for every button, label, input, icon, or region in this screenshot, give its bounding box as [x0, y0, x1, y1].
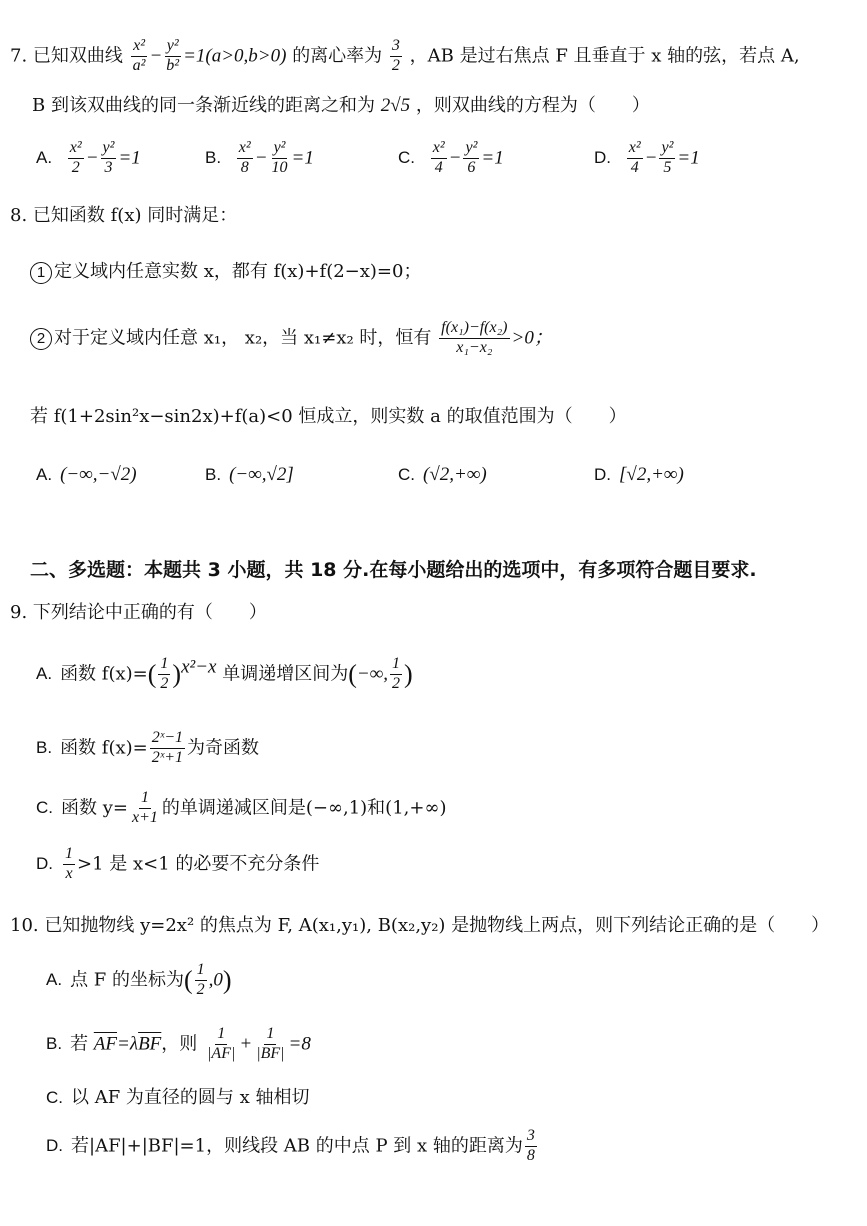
- q8-option-c[interactable]: C. (√2,+∞): [398, 464, 487, 485]
- q7-option-d[interactable]: D. $\frac{\text{x²}}{4}$ − $\frac{\text{y²}}{5}$ =1: [594, 139, 700, 176]
- q7-text-mid: 的离心率为: [292, 45, 383, 67]
- q7-eccentricity: $\frac{3}{2}$: [391, 37, 400, 74]
- q7-line2-val: 2√5: [380, 95, 411, 116]
- q7-option-b[interactable]: B. $\frac{\text{x²}}{8}$ − $\frac{\text{y²}}{10}$ =1: [205, 139, 314, 176]
- q9-stem: [10, 604, 267, 622]
- q8-condition-2: [30, 320, 553, 357]
- q8-number: 8.: [10, 205, 28, 226]
- section-2-heading: 二、多选题：本题共 3 小题，共 18 分.在每小题给出的选项中，有多项符合题目要求.: [30, 559, 757, 581]
- q8-condition-1: [30, 262, 421, 284]
- q10-option-d[interactable]: D. 若|AF|+|BF|=1，则线段 AB 的中点 P 到 x 轴的距离为 $\frac{3}{8}$: [46, 1127, 535, 1164]
- q8-stem-text: 已知函数 f(x) 同时满足：: [32, 205, 238, 226]
- q10-option-a[interactable]: A. 点 F 的坐标为( $\frac{1}{2}$ ,0): [46, 961, 232, 998]
- q7-line2-b: ，则双曲线的方程为（ ）: [415, 95, 650, 116]
- q10-option-c[interactable]: C. 以 AF 为直径的圆与 x 轴相切: [46, 1087, 310, 1108]
- q10-option-b[interactable]: B. 若 $\overline{AF}=\lambda\overline{BF}$，则 $\frac{1}{|AF|}$ + $\frac{1}{|BF|}$ =8: [46, 1025, 311, 1062]
- q9-option-d[interactable]: D. $\frac{1}{x}$ >1 是 x<1 的必要不充分条件: [36, 845, 320, 882]
- q9-option-c[interactable]: C. 函数 y= $\frac{1}{x+1}$ 的单调递减区间是(−∞,1)和(1,+∞): [36, 789, 447, 826]
- q7-eq-tail: =1(a>0,b>0): [183, 45, 287, 67]
- q8-cond2-mark: 2: [30, 328, 52, 350]
- q7-text-before: 已知双曲线: [32, 45, 123, 67]
- q8-option-d[interactable]: D. [√2,+∞): [594, 464, 684, 485]
- q8-cond1-text: 定义域内任意实数 x，都有 f(x)+f(2−x)=0；: [54, 261, 422, 282]
- q8-stem: [10, 207, 237, 225]
- q10-number: 10.: [10, 915, 39, 936]
- q8-cond2-fraction: $\frac{\text{f(x₁)−f(x₂)}}{\text{x₁−x₂}}$: [441, 319, 508, 356]
- q7-option-a[interactable]: A. $\frac{\text{x²}}{2}$ − $\frac{\text{y²}}{3}$ =1: [36, 139, 141, 176]
- q8-option-b[interactable]: B. (−∞,√2]: [205, 464, 294, 485]
- q8-cond1-mark: 1: [30, 262, 52, 284]
- q9-option-b[interactable]: B. 函数 f(x)= $\frac{\text{2ˣ−1}}{\text{2ˣ+1}}$ 为奇函数: [36, 729, 260, 766]
- q8-option-a[interactable]: A. (−∞,−√2): [36, 464, 137, 485]
- q7-option-c[interactable]: C. $\frac{\text{x²}}{4}$ − $\frac{\text{y²}}{6}$ =1: [398, 139, 504, 176]
- q10-stem: [10, 917, 829, 935]
- q7-frac-y: $\frac{\text{y²}}{\text{b²}}$: [166, 37, 180, 74]
- q7-line1: 7. 已知双曲线 $\frac{\text{x²}}{\text{a²}}$ − $\frac{\text{y²}}{\text{b²}}$ =1(a>0,b>0) 的离心率为 $\frac{3}{2}$ ，AB 是过右焦点 F 且垂直于 x 轴的弦，若点 A,: [10, 37, 800, 74]
- q8-cond2-text-a: 对于定义域内任意 x₁， x₂，当 x₁≠x₂ 时，恒有: [54, 327, 432, 349]
- q8-cond2-text-b: >0；: [511, 327, 553, 349]
- q10-stem-text: 已知抛物线 y=2x² 的焦点为 F, A(x₁,y₁), B(x₂,y₂) 是抛物线上两点，则下列结论正确的是（ ）: [44, 915, 830, 936]
- q7-frac-x: $\frac{\text{x²}}{\text{a²}}$: [132, 37, 146, 74]
- q9-number: 9.: [10, 602, 28, 623]
- q9-option-a[interactable]: A. 函数 f(x)=( $\frac{1}{2}$ )$^{x^2-x}$ 单调递增区间为(−∞, $\frac{1}{2}$ ): [36, 655, 413, 692]
- q7-text-after: ，AB 是过右焦点 F 且垂直于 x 轴的弦，若点 A,: [409, 45, 800, 67]
- q8-ask: 若 f(1+2sin²x−sin2x)+f(a)<0 恒成立，则实数 a 的取值范围为（ ）: [30, 406, 627, 427]
- q7-line2-a: B 到该双曲线的同一条渐近线的距离之和为: [32, 95, 375, 116]
- q7-number: 7.: [10, 45, 28, 67]
- q7-line2: [32, 96, 650, 115]
- q9-stem-text: 下列结论中正确的有（ ）: [32, 602, 267, 623]
